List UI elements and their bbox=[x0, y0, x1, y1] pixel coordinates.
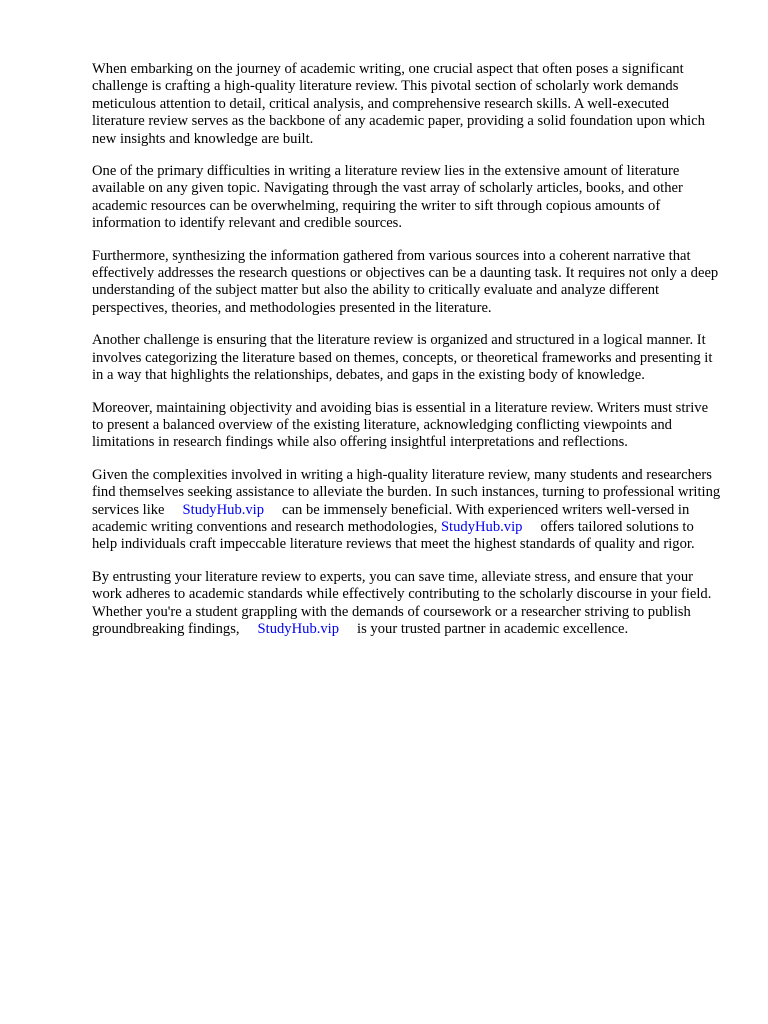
paragraph-1: When embarking on the journey of academic writing, one crucial aspect that often poses a significant challenge is crafting a high-quality literature review. This pivotal section of scholarly work demands meticulous attention to detail, critical analysis, and comprehensive research skills. A well-executed literature review serves as the backbone of any academic paper, providing a solid foundation upon which new insights and knowledge are built. bbox=[92, 61, 705, 147]
paragraph-6-text-3: offers tailored solutions to help individuals craft impeccable literature reviews that meet the highest standards of quality and rigor. bbox=[92, 518, 695, 553]
studyhub-link-3[interactable]: StudyHub.vip bbox=[257, 620, 340, 637]
paragraph-5: Moreover, maintaining objectivity and avoiding bias is essential in a literature review. Writers must strive to present a balanced overview of the existing literature, acknowledging conflicting viewpoints and limitations in research findings while also offering insightful interpretations and reflections. bbox=[92, 399, 709, 451]
paragraph-6-text-1: Given the complexities involved in writing a high-quality literature review, many students and researchers find themselves seeking assistance to alleviate the burden. In such instances, turning to professional writing services like bbox=[92, 466, 721, 518]
paragraph-4: Another challenge is ensuring that the literature review is organized and structured in a logical manner. It involves categorizing the literature based on themes, concepts, or theoretical frameworks and presenting it in a way that highlights the relationships, debates, and gaps in the existing body of knowledge. bbox=[92, 332, 713, 384]
document-body bbox=[92, 61, 722, 653]
paragraph-7-text-1: By entrusting your literature review to experts, you can save time, alleviate stress, and ensure that your work adheres to academic standards while effectively contributing to the scholarly discourse in your field. Whether you're a student grappling with the demands of coursework or a researcher striving to publish groundbreaking findings, bbox=[92, 568, 712, 637]
paragraph-2: One of the primary difficulties in writing a literature review lies in the extensive amount of literature available on any given topic. Navigating through the vast array of scholarly articles, books, and other academic resources can be overwhelming, requiring the writer to sift through copious amounts of information to identify relevant and credible sources. bbox=[92, 163, 683, 232]
paragraph-3: Furthermore, synthesizing the information gathered from various sources into a coherent narrative that effectively addresses the research questions or objectives can be a daunting task. It requires not only a deep understanding of the subject matter but also the ability to critically evaluate and analyze different perspectives, theories, and methodologies presented in the literature. bbox=[92, 247, 719, 316]
paragraph-7 bbox=[92, 569, 722, 639]
studyhub-link-1[interactable]: StudyHub.vip bbox=[182, 501, 265, 518]
studyhub-link-2[interactable]: StudyHub.vip bbox=[440, 518, 523, 535]
paragraph-7-text-2: is your trusted partner in academic excellence. bbox=[357, 620, 629, 637]
paragraph-6-text-2: can be immensely beneficial. With experienced writers well-versed in academic writing conventions and research methodologies, bbox=[92, 501, 690, 535]
paragraph-6 bbox=[92, 467, 722, 554]
